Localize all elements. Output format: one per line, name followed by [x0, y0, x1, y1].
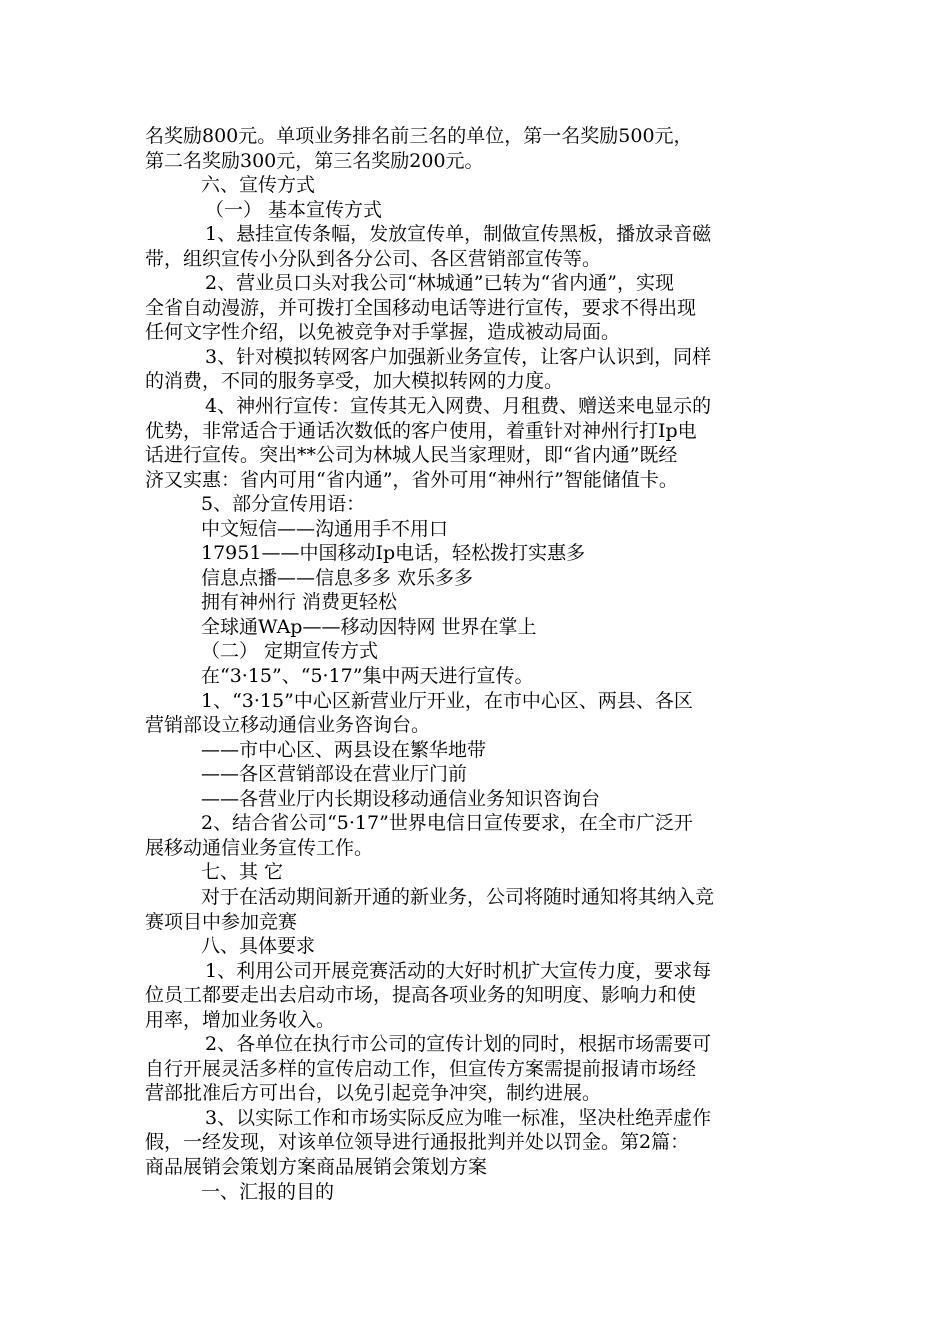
list-item: ——市中心区、两县设在繁华地带 — [201, 738, 487, 761]
text-line: 2、各单位在执行市公司的宣传计划的同时，根据市场需要可 — [205, 1033, 712, 1056]
text-line: 位员工都要走出去启动市场，提高各项业务的知明度、影响力和使 — [145, 984, 697, 1007]
text-line: 优势，非常适合于通话次数低的客户使用，着重针对神州行打Ip电 — [145, 419, 697, 442]
document-body — [145, 124, 815, 1204]
text-line: 2、结合省公司“5·17”世界电信日宣传要求，在全市广泛开 — [201, 812, 693, 835]
text-line: 对于在活动期间新开通的新业务，公司将随时通知将其纳入竞 — [201, 885, 715, 908]
section-heading: 一、汇报的目的 — [201, 1180, 335, 1203]
text-line: 2、营业员口头对我公司“林城通”已转为“省内通”，实现 — [205, 272, 674, 295]
text-line: 1、悬挂宣传条幅，发放宣传单，制做宣传黑板，播放录音磁 — [205, 223, 712, 246]
text-line: 话进行宣传。突出**公司为林城人民当家理财，即“省内通”既经 — [145, 444, 678, 467]
slogan-line: 拥有神州行 消费更轻松 — [201, 591, 398, 614]
text-line: 在“3·15”、“5·17”集中两天进行宣传。 — [201, 665, 534, 688]
list-item: ——各区营销部设在营业厅门前 — [201, 763, 468, 786]
section-heading: 六、宣传方式 — [201, 174, 316, 197]
text-line: 4、神州行宣传：宣传其无入网费、月租费、赠送来电显示的 — [205, 395, 712, 418]
text-line: 1、利用公司开展竞赛活动的大好时机扩大宣传力度，要求每 — [205, 959, 712, 982]
subsection-heading: （一） 基本宣传方式 — [205, 198, 383, 221]
text-line: 3、以实际工作和市场实际反应为唯一标准，坚决杜绝弄虚作 — [205, 1106, 712, 1129]
text-line: 假，一经发现，对该单位领导进行通报批判并处以罚金。第2篇： — [145, 1131, 690, 1154]
text-line: 商品展销会策划方案商品展销会策划方案 — [145, 1155, 488, 1178]
text-line: 营销部设立移动通信业务咨询台。 — [145, 714, 431, 737]
text-line: 3、针对模拟转网客户加强新业务宣传，让客户认识到，同样 — [205, 345, 712, 368]
text-line: 展移动通信业务宣传工作。 — [145, 836, 374, 859]
text-line: 5、部分宣传用语： — [201, 493, 366, 516]
slogan-line: 信息点播——信息多多 欢乐多多 — [201, 566, 474, 589]
slogan-line: 17951——中国移动Ip电话，轻松拨打实惠多 — [201, 542, 586, 565]
slogan-line: 中文短信——沟通用手不用口 — [201, 517, 449, 540]
text-line: 济又实惠：省内可用“省内通”，省外可用“神州行”智能储值卡。 — [145, 468, 678, 491]
slogan-line: 全球通WAp——移动因特网 世界在掌上 — [201, 615, 537, 638]
text-line: 名奖励800元。单项业务排名前三名的单位，第一名奖励500元， — [145, 125, 693, 147]
subsection-heading: （二） 定期宣传方式 — [201, 640, 379, 663]
text-line: 自行开展灵活多样的宣传启动工作，但宣传方案需提前报请市场经 — [145, 1057, 697, 1080]
list-item: ——各营业厅内长期设移动通信业务知识咨询台 — [201, 787, 601, 810]
text-line: 1、“3·15”中心区新营业厅开业，在市中心区、两县、各区 — [201, 689, 693, 712]
text-line: 的消费，不同的服务享受，加大模拟转网的力度。 — [145, 370, 564, 393]
text-line: 赛项目中参加竞赛 — [145, 910, 298, 933]
section-heading: 八、具体要求 — [201, 935, 316, 958]
text-line: 带，组织宣传小分队到各分公司、各区营销部宣传等。 — [145, 247, 602, 270]
section-heading: 七、其 它 — [201, 861, 284, 884]
text-line: 任何文字性介绍，以免被竞争对手掌握，造成被动局面。 — [145, 321, 621, 344]
text-line: 全省自动漫游，并可拨打全国移动电话等进行宣传，要求不得出现 — [145, 296, 697, 319]
text-line: 营部批准后方可出台，以免引起竞争冲突，制约进展。 — [145, 1082, 602, 1105]
text-line: 第二名奖励300元，第三名奖励200元。 — [145, 149, 484, 172]
text-line: 用率，增加业务收入。 — [145, 1008, 336, 1031]
